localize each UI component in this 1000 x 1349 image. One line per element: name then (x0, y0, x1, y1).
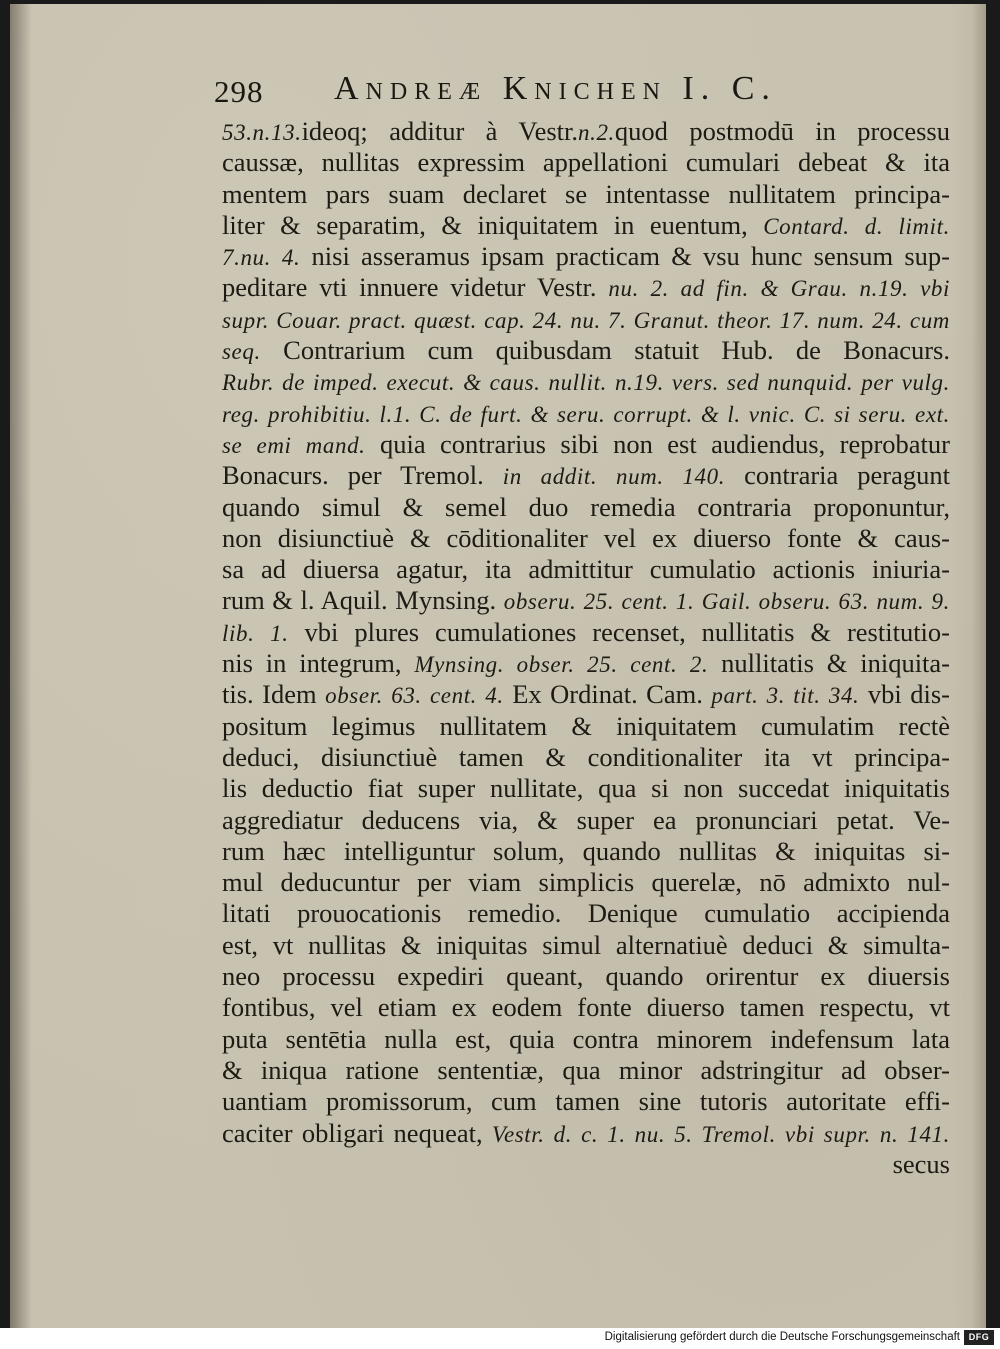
citation-text: nu. 2. ad fin. & Grau. n.19. vbi (608, 276, 950, 302)
text-line (222, 272, 950, 303)
body-text-segment: contraria peragunt (725, 460, 950, 491)
body-text-segment: rum & l. Aquil. Mynsing. (222, 585, 504, 616)
body-text-segment: peditare vti innuere videtur Vestr. (222, 272, 609, 303)
text-line (222, 679, 950, 710)
body-text-segment: Ex Ordinat. Cam. (503, 679, 712, 710)
text-line (222, 523, 950, 554)
body-text-segment: mentem pars suam declaret se intentasse nullitatem principa- (222, 178, 950, 209)
citation-text: Vestr. d. c. 1. nu. 5. Tremol. vbi supr. n. 141. (491, 1121, 950, 1147)
body-text-segment: caussæ, nullitas expressim appellationi cumulari debeat & ita (222, 147, 950, 178)
citation-text: lib. 1. (222, 620, 289, 646)
body-text-segment: nis in integrum, (222, 648, 415, 679)
page-header (214, 70, 834, 114)
citation-text: obser. 63. cent. 4. (325, 683, 504, 709)
body-text-segment: litati prouocationis remedio. Denique cumulatio accipienda (222, 898, 950, 929)
body-text-segment: deduci, disiunctiuè tamen & conditionaliter ita vt principa- (222, 741, 950, 772)
body-text-segment: nullitatis & iniquita- (708, 648, 950, 679)
text-line (222, 1024, 950, 1055)
text-line (222, 492, 950, 523)
text-line (222, 805, 950, 836)
text-line (222, 773, 950, 804)
text-line (222, 1055, 950, 1086)
text-line (222, 241, 950, 272)
body-text-segment: mul deducuntur per viam simplicis querelæ, nō admixto nul- (222, 867, 950, 898)
body-text-segment: est, vt nullitas & iniquitas simul alternatiuè deduci & simulta- (222, 929, 950, 960)
text-line (222, 554, 950, 585)
text-line (222, 335, 950, 366)
page-number: 298 (214, 74, 264, 109)
text-line (222, 836, 950, 867)
body-text (222, 116, 950, 1180)
body-text-segment: liter & separatim, & iniquitatem in euentum, (222, 209, 764, 240)
footer-bar (0, 1328, 1000, 1349)
citation-text: se emi mand. (222, 432, 366, 458)
text-line (222, 460, 950, 491)
body-text-segment: Contrarium cum quibusdam statuit Hub. de Bonacurs. (260, 335, 950, 366)
body-text-segment: nisi asseramus ipsam practicam & vsu hunc sensum sup- (300, 241, 950, 272)
body-text-segment: quando simul & semel duo remedia contraria proponuntur, (222, 491, 950, 522)
body-text-segment: quia contrarius sibi non est audiendus, reprobatur (365, 428, 950, 459)
text-line (222, 867, 950, 898)
citation-text: Contard. d. limit. (763, 213, 950, 239)
body-text-segment: & iniqua ratione sententiæ, qua minor adstringitur ad obser- (222, 1054, 950, 1085)
citation-text: Rubr. de imped. execut. & caus. nullit. n.19. vers. sed nunquid. per vulg. (222, 370, 950, 396)
text-line (222, 366, 950, 397)
citation-text: 53.n.13. (222, 120, 302, 145)
citation-text: part. 3. tit. 34. (711, 683, 860, 709)
text-line (222, 304, 950, 335)
text-line (222, 648, 950, 679)
text-line (222, 179, 950, 210)
text-line (222, 147, 950, 178)
text-line (222, 1086, 950, 1117)
body-text-segment: lis deductio fiat super nullitate, qua si non succedat iniquitatis (222, 773, 950, 804)
text-line (222, 429, 950, 460)
page-edge-shadow (972, 4, 986, 1328)
citation-text: obseru. 25. cent. 1. Gail. obseru. 63. num. 9. (503, 589, 950, 615)
body-text-segment: puta sentētia nulla est, quia contra minorem indefensum lata (222, 1023, 950, 1054)
body-text-segment: neo processu expediri queant, quando orirentur ex diuersis (222, 961, 950, 992)
body-text-segment: non disiunctiuè & cōditionaliter vel ex diuerso fonte & caus- (222, 522, 950, 553)
body-text-segment: aggrediatur deducens via, & super ea pronunciari petat. Ve- (222, 804, 950, 835)
body-text-segment: rum hæc intelliguntur solum, quando nullitas & iniquitas si- (222, 835, 950, 866)
text-line (222, 930, 950, 961)
citation-text: n.2. (578, 120, 615, 145)
dfg-logo: DFG (964, 1330, 994, 1345)
text-line (222, 1118, 950, 1149)
body-text-segment: tis. Idem (222, 679, 326, 710)
body-text-segment: caciter obligari nequeat, (222, 1117, 492, 1148)
funding-credit: Digitalisierung gefördert durch die Deutsche Forschungsgemeinschaft (604, 1331, 960, 1343)
text-line (222, 617, 950, 648)
text-line (222, 585, 950, 616)
text-line (222, 711, 950, 742)
citation-text: in addit. num. 140. (502, 464, 726, 490)
spine-shadow (10, 4, 32, 1328)
body-text-segment: vbi dis- (859, 679, 950, 710)
citation-text: Mynsing. obser. 25. cent. 2. (414, 652, 709, 678)
text-line (222, 898, 950, 929)
text-line (222, 742, 950, 773)
text-line (222, 961, 950, 992)
text-line (222, 116, 950, 147)
body-text-segment: ideoq; additur à Vestr. (301, 116, 578, 146)
citation-text: reg. prohibitiu. l.1. C. de furt. & seru. corrupt. & l. vnic. C. si seru. ext. (222, 401, 950, 427)
running-head: Andreæ Knichen I. C. (334, 70, 777, 107)
text-line (222, 992, 950, 1023)
citation-text: 7.nu. 4. (222, 245, 301, 271)
body-text-segment: fontibus, vel etiam ex eodem fonte diuerso tamen respectu, vt (222, 992, 950, 1023)
body-text-segment: vbi plures cumulationes recenset, nullitatis & restitutio- (288, 616, 950, 647)
text-line (222, 210, 950, 241)
body-text-segment: positum legimus nullitatem & iniquitatem cumulatim rectè (222, 710, 950, 741)
body-text-segment: Bonacurs. per Tremol. (222, 460, 503, 491)
text-line (222, 398, 950, 429)
body-text-segment: sa ad diuersa agatur, ita admittitur cumulatio actionis iniuria- (222, 554, 950, 585)
citation-text: seq. (222, 339, 261, 365)
catchword: secus (892, 1148, 950, 1179)
citation-text: supr. Couar. pract. quæst. cap. 24. nu. 7. Granut. theor. 17. num. 24. cum (222, 307, 950, 333)
body-text-segment: uantiam promissorum, cum tamen sine tutoris autoritate effi- (222, 1086, 950, 1117)
body-text-segment: quod postmodū in processu (614, 116, 950, 146)
